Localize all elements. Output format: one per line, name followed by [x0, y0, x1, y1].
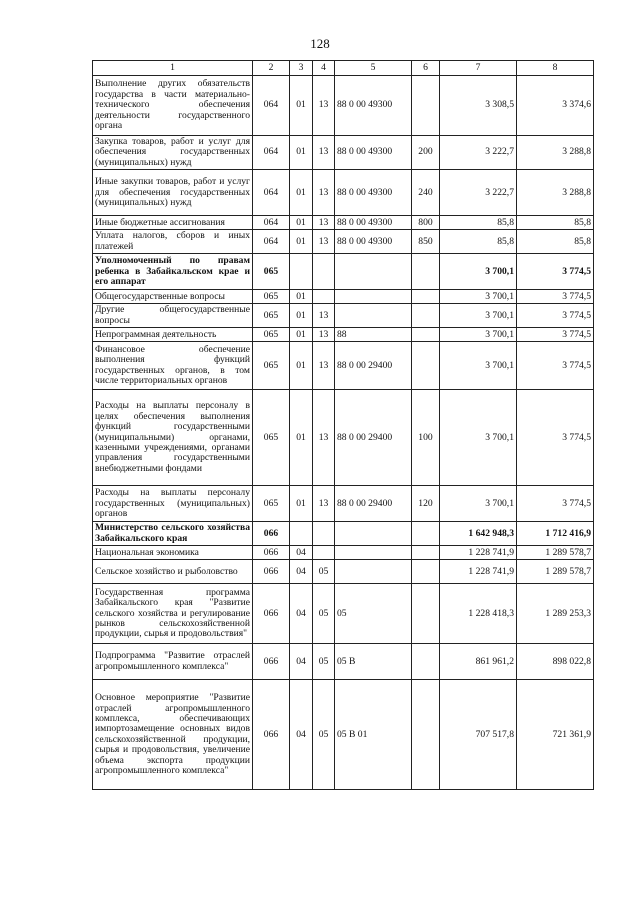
amount-year-1-cell: 1 228 741,9	[440, 560, 517, 584]
target-article-cell: 88 0 00 29400	[335, 342, 412, 390]
table-row	[93, 136, 594, 170]
target-article-cell	[335, 290, 412, 304]
row-name-cell: Закупка товаров, работ и услуг для обеспечения государственных (муниципальных) нужд	[93, 136, 253, 170]
table-header-row	[93, 61, 594, 76]
ministry-code-cell: 064	[253, 170, 290, 216]
table-row	[93, 644, 594, 680]
table-row	[93, 216, 594, 230]
section-cell: 01	[290, 342, 313, 390]
subsection-cell: 13	[313, 328, 335, 342]
expense-type-cell	[412, 680, 440, 790]
expense-type-cell	[412, 290, 440, 304]
row-name-cell: Уплата налогов, сборов и иных платежей	[93, 230, 253, 254]
row-name-cell: Иные бюджетные ассигнования	[93, 216, 253, 230]
expense-type-cell	[412, 328, 440, 342]
table-row	[93, 522, 594, 546]
subsection-cell: 13	[313, 486, 335, 522]
expense-type-cell	[412, 304, 440, 328]
table-row	[93, 170, 594, 216]
amount-year-2-cell: 3 288,8	[517, 136, 594, 170]
amount-year-1-cell: 85,8	[440, 230, 517, 254]
expense-type-cell: 200	[412, 136, 440, 170]
expense-type-cell	[412, 76, 440, 136]
column-header: 6	[412, 61, 440, 76]
table-row	[93, 304, 594, 328]
amount-year-2-cell: 3 774,5	[517, 328, 594, 342]
subsection-cell: 05	[313, 680, 335, 790]
section-cell: 04	[290, 680, 313, 790]
section-cell: 01	[290, 170, 313, 216]
column-header: 5	[335, 61, 412, 76]
amount-year-1-cell: 3 700,1	[440, 328, 517, 342]
row-name-cell: Иные закупки товаров, работ и услуг для обеспечения государственных (муниципальных) нужд	[93, 170, 253, 216]
section-cell: 04	[290, 560, 313, 584]
expense-type-cell	[412, 342, 440, 390]
table-row	[93, 342, 594, 390]
amount-year-1-cell: 3 222,7	[440, 136, 517, 170]
amount-year-2-cell: 1 289 578,7	[517, 546, 594, 560]
expense-type-cell	[412, 546, 440, 560]
expense-type-cell: 850	[412, 230, 440, 254]
subsection-cell: 13	[313, 304, 335, 328]
target-article-cell: 05	[335, 584, 412, 644]
expense-type-cell	[412, 584, 440, 644]
target-article-cell: 05 В	[335, 644, 412, 680]
ministry-code-cell: 065	[253, 390, 290, 486]
table-row	[93, 230, 594, 254]
page-number: 128	[310, 36, 330, 51]
table-row	[93, 76, 594, 136]
section-cell: 01	[290, 328, 313, 342]
expense-type-cell: 120	[412, 486, 440, 522]
amount-year-2-cell: 85,8	[517, 230, 594, 254]
section-cell: 01	[290, 290, 313, 304]
table-row	[93, 390, 594, 486]
target-article-cell: 88	[335, 328, 412, 342]
table-row	[93, 290, 594, 304]
section-cell: 01	[290, 230, 313, 254]
target-article-cell	[335, 254, 412, 290]
amount-year-1-cell: 707 517,8	[440, 680, 517, 790]
table-row	[93, 328, 594, 342]
section-cell: 01	[290, 486, 313, 522]
target-article-cell: 88 0 00 29400	[335, 390, 412, 486]
section-cell: 04	[290, 546, 313, 560]
expense-type-cell: 240	[412, 170, 440, 216]
row-name-cell: Расходы на выплаты персоналу государственных (муниципальных) органов	[93, 486, 253, 522]
row-name-cell: Выполнение других обязательств государства в части материально-технического обеспечения деятельности государственного органа	[93, 76, 253, 136]
amount-year-2-cell: 85,8	[517, 216, 594, 230]
subsection-cell: 05	[313, 584, 335, 644]
amount-year-1-cell: 1 228 741,9	[440, 546, 517, 560]
amount-year-2-cell: 1 289 578,7	[517, 560, 594, 584]
subsection-cell: 05	[313, 644, 335, 680]
table-row	[93, 680, 594, 790]
ministry-code-cell: 066	[253, 584, 290, 644]
ministry-code-cell: 066	[253, 546, 290, 560]
amount-year-1-cell: 3 700,1	[440, 290, 517, 304]
section-cell	[290, 254, 313, 290]
amount-year-2-cell: 898 022,8	[517, 644, 594, 680]
ministry-code-cell: 065	[253, 304, 290, 328]
table-row	[93, 584, 594, 644]
subsection-cell: 05	[313, 560, 335, 584]
target-article-cell	[335, 546, 412, 560]
section-cell: 04	[290, 584, 313, 644]
amount-year-1-cell: 3 700,1	[440, 486, 517, 522]
subsection-cell	[313, 290, 335, 304]
row-name-cell: Сельское хозяйство и рыболовство	[93, 560, 253, 584]
section-cell: 04	[290, 644, 313, 680]
ministry-code-cell: 064	[253, 136, 290, 170]
subsection-cell: 13	[313, 76, 335, 136]
amount-year-1-cell: 3 700,1	[440, 342, 517, 390]
column-header: 7	[440, 61, 517, 76]
amount-year-1-cell: 3 700,1	[440, 390, 517, 486]
target-article-cell	[335, 304, 412, 328]
expense-type-cell	[412, 254, 440, 290]
row-name-cell: Другие общегосударственные вопросы	[93, 304, 253, 328]
subsection-cell	[313, 522, 335, 546]
amount-year-2-cell: 3 374,6	[517, 76, 594, 136]
amount-year-1-cell: 3 700,1	[440, 304, 517, 328]
ministry-code-cell: 065	[253, 254, 290, 290]
column-header: 3	[290, 61, 313, 76]
column-header: 1	[93, 61, 253, 76]
expense-type-cell	[412, 522, 440, 546]
amount-year-1-cell: 1 642 948,3	[440, 522, 517, 546]
amount-year-2-cell: 3 774,5	[517, 342, 594, 390]
row-name-cell: Основное мероприятие "Развитие отраслей агропромышленного комплекса, обеспечивающих импортозамещение основных видов сельскохозяйственной продукции, сырья и продовольствия, увеличение объема экспорта продукции агропромышленного комплекса"	[93, 680, 253, 790]
section-cell: 01	[290, 76, 313, 136]
amount-year-2-cell: 3 774,5	[517, 390, 594, 486]
row-name-cell: Министерство сельского хозяйства Забайкальского края	[93, 522, 253, 546]
row-name-cell: Государственная программа Забайкальского края "Развитие сельского хозяйства и регулирование рынков сельскохозяйственной продукции, сырья и продовольствия"	[93, 584, 253, 644]
row-name-cell: Финансовое обеспечение выполнения функций государственных органов, в том числе территориальных органов	[93, 342, 253, 390]
row-name-cell: Уполномоченный по правам ребенка в Забайкальском крае и его аппарат	[93, 254, 253, 290]
amount-year-1-cell: 85,8	[440, 216, 517, 230]
table-row	[93, 254, 594, 290]
column-header: 4	[313, 61, 335, 76]
subsection-cell	[313, 546, 335, 560]
row-name-cell: Расходы на выплаты персоналу в целях обеспечения выполнения функций государственными (муниципальными) органами, казенными учреждениями, органами управления государственными внебюджетными фондами	[93, 390, 253, 486]
amount-year-2-cell: 721 361,9	[517, 680, 594, 790]
subsection-cell: 13	[313, 136, 335, 170]
section-cell: 01	[290, 390, 313, 486]
ministry-code-cell: 064	[253, 216, 290, 230]
subsection-cell: 13	[313, 170, 335, 216]
ministry-code-cell: 064	[253, 76, 290, 136]
subsection-cell	[313, 254, 335, 290]
ministry-code-cell: 066	[253, 644, 290, 680]
column-header: 2	[253, 61, 290, 76]
ministry-code-cell: 065	[253, 290, 290, 304]
subsection-cell: 13	[313, 230, 335, 254]
amount-year-1-cell: 861 961,2	[440, 644, 517, 680]
target-article-cell: 88 0 00 49300	[335, 136, 412, 170]
ministry-code-cell: 065	[253, 486, 290, 522]
amount-year-1-cell: 1 228 418,3	[440, 584, 517, 644]
amount-year-2-cell: 1 289 253,3	[517, 584, 594, 644]
amount-year-1-cell: 3 308,5	[440, 76, 517, 136]
target-article-cell	[335, 522, 412, 546]
ministry-code-cell: 065	[253, 328, 290, 342]
amount-year-2-cell: 3 774,5	[517, 254, 594, 290]
section-cell: 01	[290, 216, 313, 230]
section-cell	[290, 522, 313, 546]
expense-type-cell	[412, 560, 440, 584]
row-name-cell: Подпрограмма "Развитие отраслей агропромышленного комплекса"	[93, 644, 253, 680]
row-name-cell: Непрограммная деятельность	[93, 328, 253, 342]
ministry-code-cell: 066	[253, 560, 290, 584]
target-article-cell: 88 0 00 49300	[335, 230, 412, 254]
amount-year-2-cell: 3 774,5	[517, 486, 594, 522]
amount-year-2-cell: 1 712 416,9	[517, 522, 594, 546]
expense-type-cell	[412, 644, 440, 680]
section-cell: 01	[290, 304, 313, 328]
amount-year-2-cell: 3 774,5	[517, 290, 594, 304]
target-article-cell: 05 В 01	[335, 680, 412, 790]
row-name-cell: Национальная экономика	[93, 546, 253, 560]
target-article-cell: 88 0 00 49300	[335, 76, 412, 136]
ministry-code-cell: 065	[253, 342, 290, 390]
row-name-cell: Общегосударственные вопросы	[93, 290, 253, 304]
section-cell: 01	[290, 136, 313, 170]
table-row	[93, 486, 594, 522]
amount-year-1-cell: 3 700,1	[440, 254, 517, 290]
target-article-cell: 88 0 00 49300	[335, 170, 412, 216]
expense-type-cell: 100	[412, 390, 440, 486]
ministry-code-cell: 064	[253, 230, 290, 254]
amount-year-2-cell: 3 774,5	[517, 304, 594, 328]
target-article-cell: 88 0 00 29400	[335, 486, 412, 522]
amount-year-1-cell: 3 222,7	[440, 170, 517, 216]
expense-type-cell: 800	[412, 216, 440, 230]
budget-table	[92, 60, 594, 790]
ministry-code-cell: 066	[253, 522, 290, 546]
subsection-cell: 13	[313, 342, 335, 390]
column-header: 8	[517, 61, 594, 76]
target-article-cell	[335, 560, 412, 584]
target-article-cell: 88 0 00 49300	[335, 216, 412, 230]
ministry-code-cell: 066	[253, 680, 290, 790]
table-row	[93, 546, 594, 560]
amount-year-2-cell: 3 288,8	[517, 170, 594, 216]
table-row	[93, 560, 594, 584]
subsection-cell: 13	[313, 390, 335, 486]
subsection-cell: 13	[313, 216, 335, 230]
